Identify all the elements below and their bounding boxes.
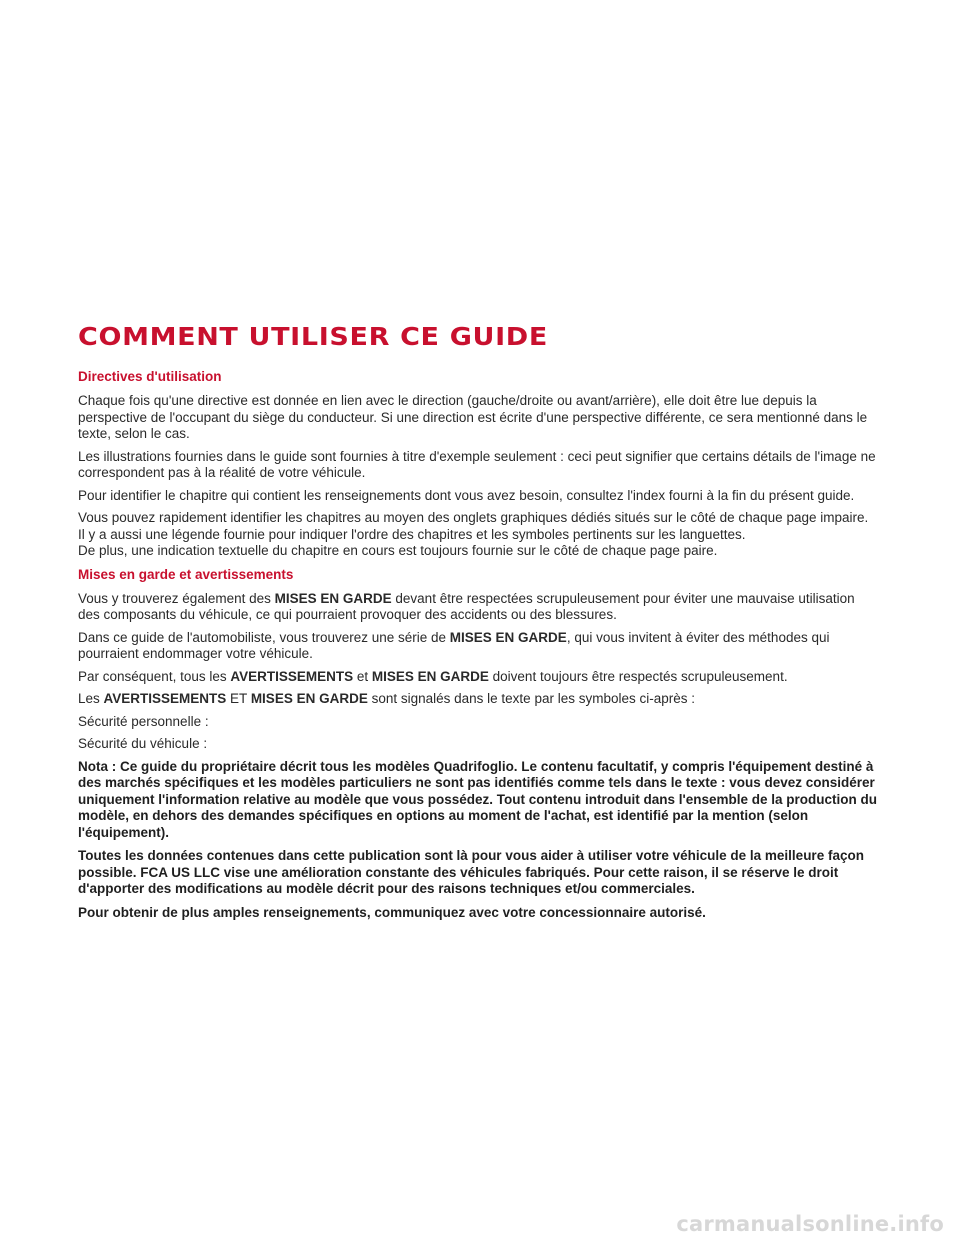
emphasis-mises-en-garde: MISES EN GARDE [274,590,392,606]
paragraph-tabs: Vous pouvez rapidement identifier les chapitres au moyen des onglets graphiques dédiés situés sur le côté de chaque page impaire. Il y a aussi une légende fournie pour indiquer l'ordre des chapitres et les symboles pertinents sur les languettes. [78,510,869,542]
note-contact: Pour obtenir de plus amples renseignements, communiquez avec votre concessionnaire autorisé. [78,904,706,920]
emphasis-mises-en-garde: MISES EN GARDE [449,629,567,645]
paragraph-symbols: Les AVERTISSEMENTS ET MISES EN GARDE sont signalés dans le texte par les symboles ci-après : [78,691,696,706]
emphasis-mises-en-garde: MISES EN GARDE [250,691,368,706]
paragraph-index: Pour identifier le chapitre qui contient les renseignements dont vous avez besoin, consultez l'index fourni à la fin du présent guide. [78,487,855,503]
emphasis-avertissements: AVERTISSEMENTS [103,691,227,706]
note-nota: Nota : Ce guide du propriétaire décrit tous les modèles Quadrifoglio. Le contenu facultatif, y compris l'équipement destiné à des marchés spécifiques et les modèles particuliers ne sont pas identifiés comme tels dans le texte : vous devez considérer uniquement l'information relative au modèle que vous possédez. Tout contenu introduit dans l'ensemble de la production du modèle, en dehors des demandes spécifiques en options au moment de l'achat, est identifié par la mention (selon l'équipement). [78,758,877,840]
paragraph-mises-en-garde: Vous y trouverez également des MISES EN GARDE devant être respectées scrupuleusement pour éviter une mauvaise utilisation des composants du véhicule, ce qui pourraient provoquer des accidents ou des blessures. [78,590,855,622]
paragraph-vehicle-safety: Sécurité du véhicule : [78,736,208,751]
emphasis-avertissements: AVERTISSEMENTS [230,668,354,684]
section-heading-directives: Directives d'utilisation [78,369,222,384]
paragraph-serie-mises-en-garde: Dans ce guide de l'automobiliste, vous trouverez une série de MISES EN GARDE, qui vous invitent à éviter des méthodes qui pourraient endommager votre véhicule. [78,629,830,661]
paragraph-personal-safety: Sécurité personnelle : [78,713,209,729]
paragraph-direction: Chaque fois qu'une directive est donnée en lien avec le direction (gauche/droite ou avant/arrière), elle doit être lue depuis la perspective de l'occupant du siège du conducteur. Si une direction est écrite d'une perspective différente, ce sera mentionné dans le texte, selon le cas. [78,393,868,441]
watermark: carmanualsonline.info [676,1212,944,1236]
section-heading-warnings: Mises en garde et avertissements [78,566,294,582]
page-title: COMMENT UTILISER CE GUIDE [78,322,548,351]
paragraph-respect: Par conséquent, tous les AVERTISSEMENTS et MISES EN GARDE doivent toujours être respectés scrupuleusement. [78,668,788,684]
paragraph-illustrations: Les illustrations fournies dans le guide sont fournies à titre d'exemple seulement : ceci peut signifier que certains détails de l'image ne correspondent pas à la réalité de votre véhicule. [78,448,876,480]
page-content [78,322,878,928]
note-data: Toutes les données contenues dans cette publication sont là pour vous aider à utiliser votre véhicule de la meilleure façon possible. FCA US LLC vise une amélioration constante des véhicules fabriqués. Pour cette raison, il se réserve le droit d'apporter des modifications au modèle décrit pour des raisons techniques et/ou commerciales. [78,848,864,896]
paragraph-even-pages: De plus, une indication textuelle du chapitre en cours est toujours fournie sur le côté de chaque page paire. [78,543,718,558]
emphasis-mises-en-garde: MISES EN GARDE [371,668,489,684]
